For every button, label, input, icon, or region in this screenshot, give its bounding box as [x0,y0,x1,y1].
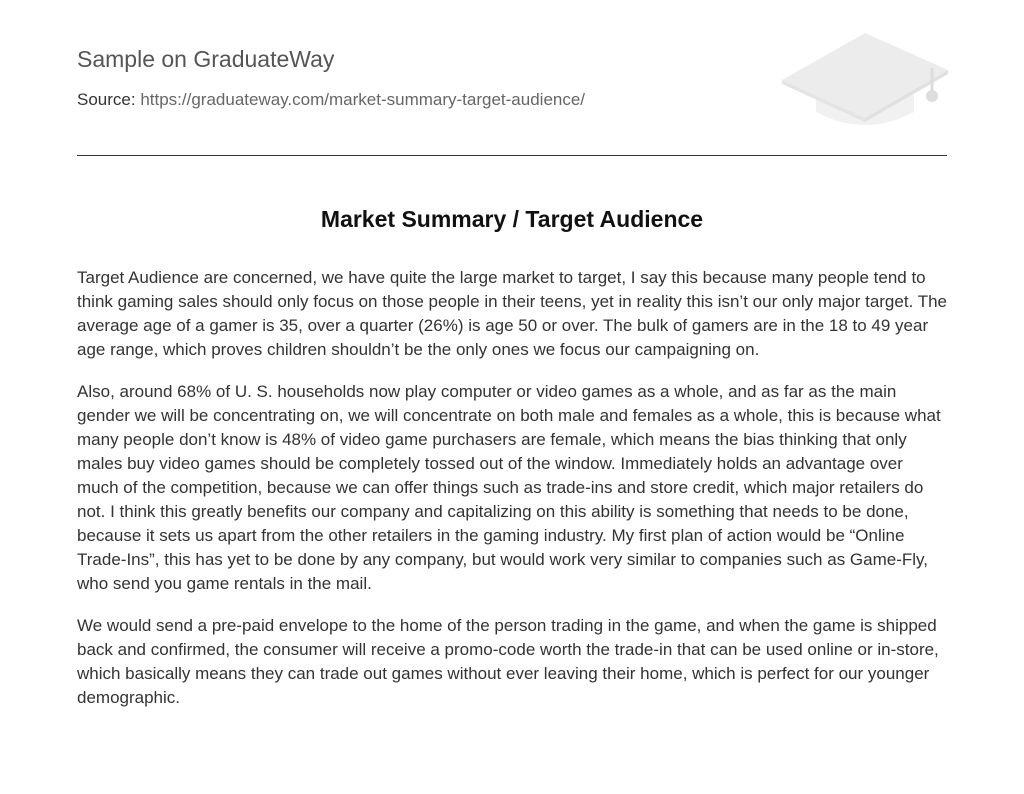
source-link[interactable]: https://graduateway.com/market-summary-target-audience/ [140,90,586,109]
site-title: Sample on GraduateWay [77,46,335,72]
document-page [77,0,947,794]
source-label: Source: [77,90,136,109]
header [77,0,947,156]
document-body [77,266,947,710]
paragraph-2: Also, around 68% of U. S. households now play computer or video games as a whole, and as far as the main gender we will be concentrating on, we will concentrate on both male and females as a whole, this is because what many people don’t know is 48% of video game purchasers are female, which means the bias thinking that only males buy video games should be completely tossed out of the window. Immediately holds an advantage over much of the competition, because we can offer things such as trade-ins and store credit, which major retailers do not. I think this greatly benefits our company and capitalizing on this ability is something that needs to be done, because it sets us apart from the other retailers in the gaming industry. My first plan of action would be “Online Trade-Ins”, this has yet to be done by any company, but would work very similar to companies such as Game-Fly, who send you game rentals in the mail. [77,382,941,593]
graduation-cap-icon [780,30,950,134]
paragraph-3: We would send a pre-paid envelope to the home of the person trading in the game, and when the game is shipped back and confirmed, the consumer will receive a promo-code worth the trade-in that can be used online or in-store, which basically means they can trade out games without ever leaving their home, which is perfect for our younger demographic. [77,616,939,707]
source-line [77,88,585,112]
paragraph-1: Target Audience are concerned, we have quite the large market to target, I say this because many people tend to think gaming sales should only focus on those people in their teens, yet in reality this isn’t our only major target. The average age of a gamer is 35, over a quarter (26%) is age 50 or over. The bulk of gamers are in the 18 to 49 year age range, which proves children shouldn’t be the only ones we focus our campaigning on. [77,268,947,359]
document-title: Market Summary / Target Audience [320,206,704,232]
